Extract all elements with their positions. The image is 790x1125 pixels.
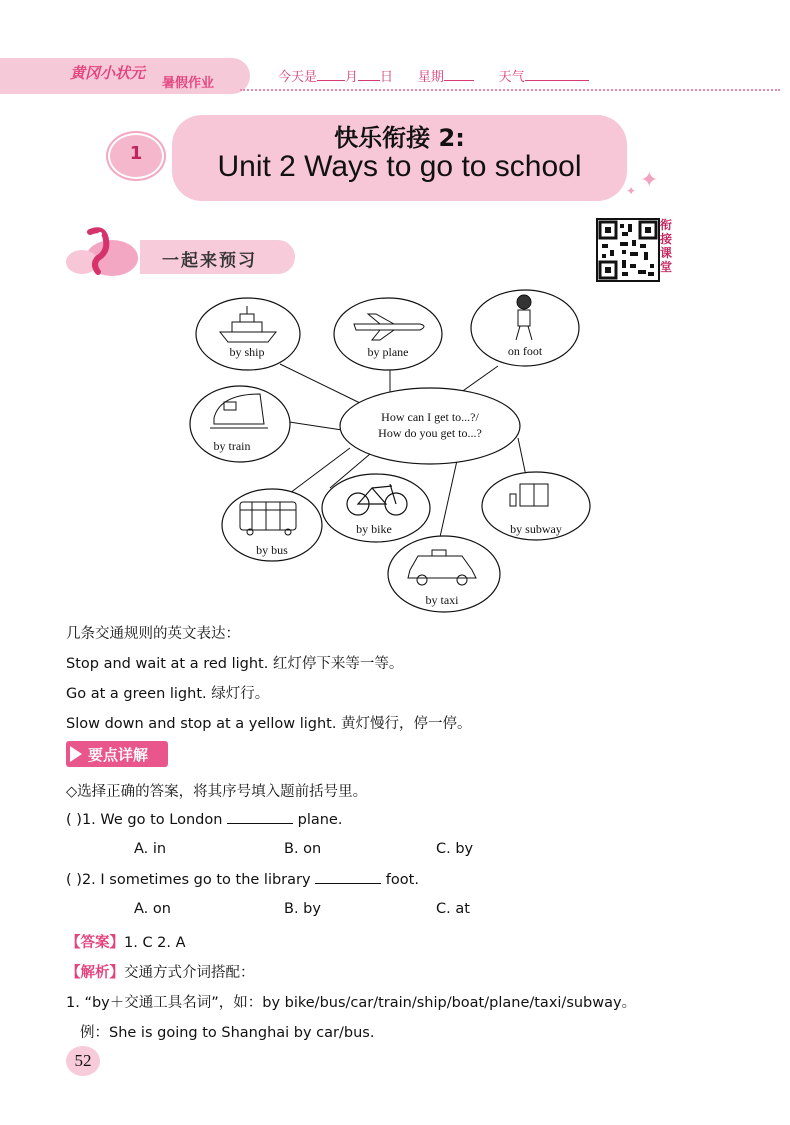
q1-text-after: plane. xyxy=(297,812,343,828)
center-question-2: How do you get to...? xyxy=(378,426,482,440)
unit-badge xyxy=(108,133,164,179)
q2-text-after: foot. xyxy=(385,872,419,888)
banner-title-cn: 快乐衔接 2: xyxy=(334,124,465,152)
q2-text-before: 2. I sometimes go to the library xyxy=(81,872,311,888)
day-blank xyxy=(358,68,380,81)
rule-red-light: Stop and wait at a red light. 红灯停下来等一等。 xyxy=(66,656,404,672)
label-by-train: by train xyxy=(213,439,251,453)
keypoints-title: 要点详解 xyxy=(88,746,149,764)
label-by-plane: by plane xyxy=(367,345,409,359)
transport-mindmap xyxy=(180,288,600,618)
weekday-blank xyxy=(444,68,474,81)
label-by-bike: by bike xyxy=(356,522,392,536)
qr-code-icon[interactable] xyxy=(596,218,660,282)
rules-intro: 几条交通规则的英文表达： xyxy=(66,626,240,642)
rule-green-light: Go at a green light. 绿灯行。 xyxy=(66,686,270,702)
page-number: 52 xyxy=(66,1046,100,1076)
q1-option-b: B. on xyxy=(284,841,322,857)
q1-blank xyxy=(227,811,293,824)
analysis-point-1: 1. “by＋交通工具名词”，如：by bike/bus/car/train/ship/boat/plane/taxi/subway。 xyxy=(66,995,637,1011)
month-blank xyxy=(317,68,345,81)
q2-option-b: B. by xyxy=(284,901,321,917)
play-arrow-icon xyxy=(70,746,82,762)
rule-yellow-light: Slow down and stop at a yellow light. 黄灯慢行，停一停。 xyxy=(66,716,472,732)
q2-answer-paren[interactable]: ( ) xyxy=(66,872,82,888)
exercise-instruction: ◇选择正确的答案，将其序号填入题前括号里。 xyxy=(66,784,368,800)
analysis-line xyxy=(66,961,255,982)
section-title: 一起来预习 xyxy=(162,251,257,271)
brand-logo: 黄冈小状元 xyxy=(70,64,146,82)
sparkle-small-icon: ✦ xyxy=(626,184,637,198)
q2-option-c: C. at xyxy=(436,901,470,917)
label-by-taxi: by taxi xyxy=(425,593,459,607)
analysis-text: 交通方式介词搭配： xyxy=(124,965,255,981)
date-today-label: 今天是 xyxy=(278,70,318,85)
date-line xyxy=(278,66,589,85)
q1-answer-paren[interactable]: ( ) xyxy=(66,812,82,828)
analysis-example: 例：She is going to Shanghai by car/bus. xyxy=(80,1025,375,1041)
q1-option-a: A. in xyxy=(134,841,167,857)
label-by-ship: by ship xyxy=(229,345,265,359)
sparkle-icon: ✦ xyxy=(640,168,659,193)
bubble-ship xyxy=(196,298,300,370)
label-by-subway: by subway xyxy=(510,522,562,536)
unit-badge-number: 1 xyxy=(129,143,143,164)
day-label: 日 xyxy=(380,70,394,85)
q1-text-before: 1. We go to London xyxy=(81,812,223,828)
q1-option-c: C. by xyxy=(436,841,474,857)
answer-line xyxy=(66,931,186,952)
center-question-1: How can I get to...?/ xyxy=(381,410,479,424)
answer-tag: 【答案】 xyxy=(66,935,124,951)
month-label: 月 xyxy=(345,70,359,85)
question-2 xyxy=(66,871,419,888)
weather-label: 天气 xyxy=(498,70,525,85)
label-on-foot: on foot xyxy=(507,344,543,358)
q2-option-a: A. on xyxy=(134,901,171,917)
brand-subtitle: 暑假作业 xyxy=(162,76,215,91)
question-1 xyxy=(66,811,342,828)
seahorse-icon xyxy=(60,222,140,280)
answer-text: 1. C 2. A xyxy=(124,935,186,951)
q2-blank xyxy=(315,871,381,884)
weather-blank xyxy=(525,68,589,81)
banner-title-en: Unit 2 Ways to go to school xyxy=(217,150,582,183)
weekday-label: 星期 xyxy=(417,70,444,85)
qr-label: 衔接课堂 xyxy=(660,218,673,274)
header-dotted-divider xyxy=(240,89,780,91)
analysis-tag: 【解析】 xyxy=(66,965,124,981)
label-by-bus: by bus xyxy=(256,543,288,557)
